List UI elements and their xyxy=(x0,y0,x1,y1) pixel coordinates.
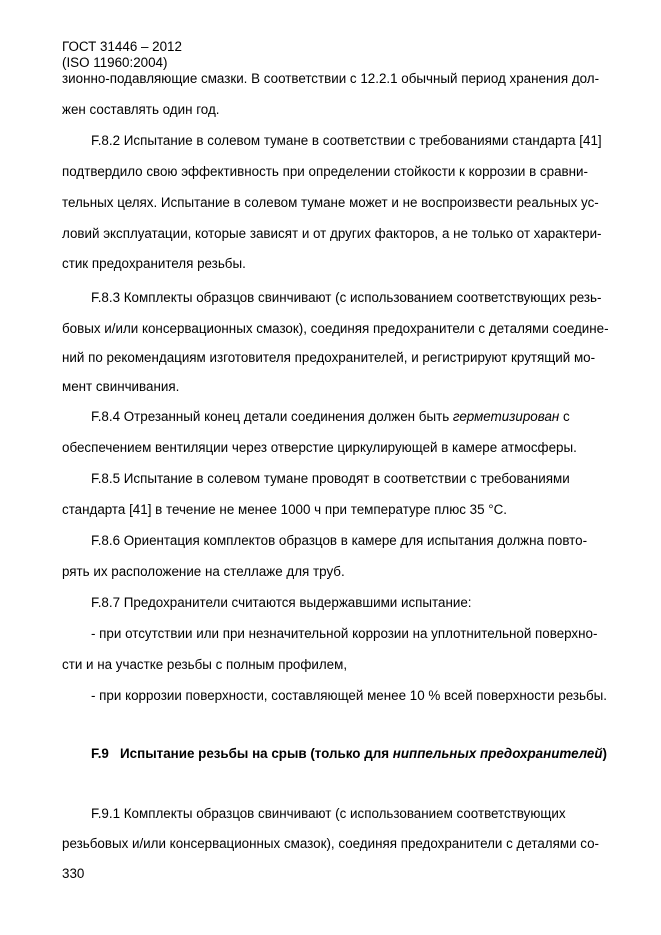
text-line: ний по рекомендациям изготовителя предохранителей, и регистрируют крутящий мо- xyxy=(62,350,596,365)
standard-number: ГОСТ 31446 – 2012 xyxy=(62,39,182,54)
paragraph-f87: F.8.7 Предохранители считаются выдержавшими испытание: xyxy=(91,595,472,610)
page-number: 330 xyxy=(62,866,85,881)
text-run: F.8.4 Отрезанный конец детали соединения должен быть xyxy=(91,409,453,424)
text-line: мент свинчивания. xyxy=(62,379,180,394)
paragraph-f86: F.8.6 Ориентация комплектов образцов в камере для испытания должна повто- xyxy=(91,533,588,548)
text-run: с xyxy=(559,409,570,424)
italic-term: герметизирован xyxy=(452,409,560,424)
text-line: стик предохранителя резьбы. xyxy=(62,256,246,271)
text-line: обеспечением вентиляции через отверстие циркулирующей в камере атмосферы. xyxy=(62,440,577,455)
text-line: стандарта [41] в течение не менее 1000 ч при температуре плюс 35 °С. xyxy=(62,502,508,517)
section-title-italic: ниппельных предохранителей xyxy=(392,746,603,761)
text-line: ловий эксплуатации, которые зависят и от других факторов, а не только от характери- xyxy=(62,226,602,241)
text-line: бовых и/или консервационных смазок), соединяя предохранители с деталями соедине- xyxy=(62,321,609,336)
paragraph-f85: F.8.5 Испытание в солевом тумане проводят в соответствии с требованиями xyxy=(91,471,570,486)
list-item: - при отсутствии или при незначительной коррозии на уплотнительной поверхно- xyxy=(91,626,598,641)
section-heading-f9 xyxy=(91,746,609,762)
list-item: - при коррозии поверхности, составляющей менее 10 % всей поверхности резьбы. xyxy=(91,688,607,703)
paragraph-f82: F.8.2 Испытание в солевом тумане в соответствии с требованиями стандарта [41] xyxy=(91,133,602,148)
text-line: тельных целях. Испытание в солевом тумане может и не воспроизвести реальных ус- xyxy=(62,195,599,210)
text-line: зионно-подавляющие смазки. В соответствии с 12.2.1 обычный период хранения дол- xyxy=(62,71,600,86)
text-line: сти и на участке резьбы с полным профилем, xyxy=(62,657,348,672)
section-number: F.9 xyxy=(91,746,109,761)
iso-reference: (ISO 11960:2004) xyxy=(62,55,168,70)
paragraph-f84 xyxy=(91,409,609,425)
section-title: Испытание резьбы на срыв (только для xyxy=(120,746,393,761)
section-title-end: ) xyxy=(602,746,607,761)
text-line: рять их расположение на стеллаже для труб. xyxy=(62,564,345,579)
text-line: жен составлять один год. xyxy=(62,102,220,117)
paragraph-f91: F.9.1 Комплекты образцов свинчивают (с использованием соответствующих xyxy=(91,806,566,821)
text-line: резьбовых и/или консервационных смазок), соединяя предохранители с деталями со- xyxy=(62,836,600,851)
paragraph-f83: F.8.3 Комплекты образцов свинчивают (с использованием соответствующих резь- xyxy=(91,290,602,305)
text-line: подтвердило свою эффективность при определении стойкости к коррозии в сравни- xyxy=(62,164,588,179)
